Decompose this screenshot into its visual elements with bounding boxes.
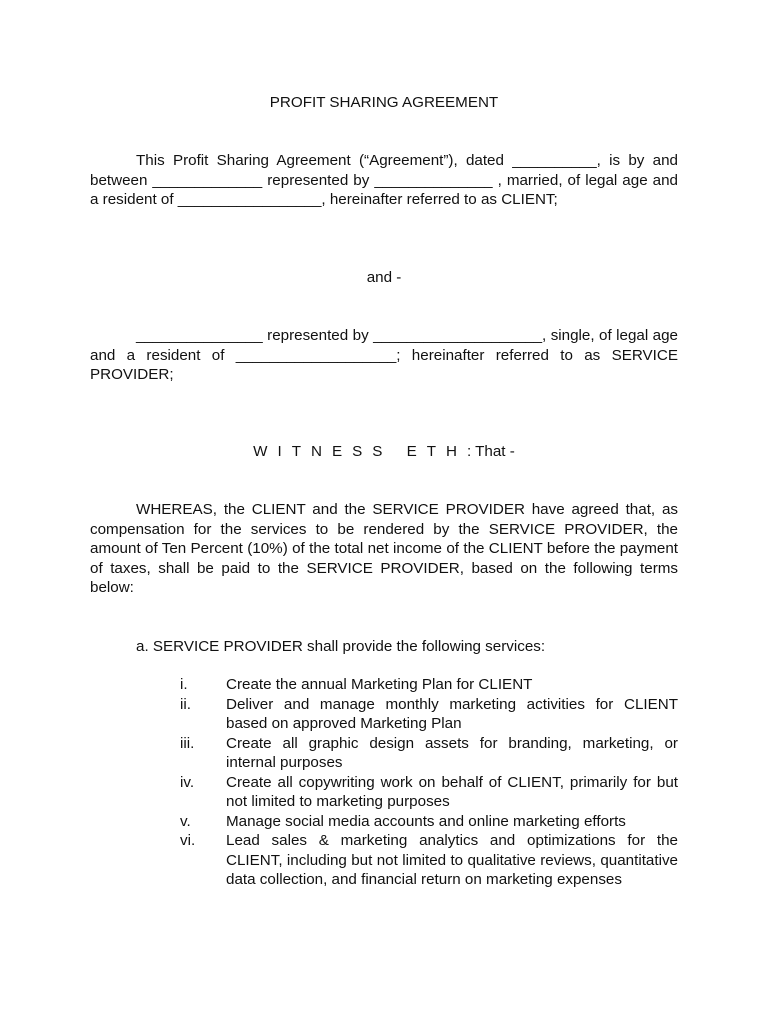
list-item-text: Create all copywriting work on behalf of CLIENT, primarily for but not limited to marketing purposes <box>226 773 678 810</box>
witnesseth-tail-text: : That - <box>466 443 515 460</box>
intro-paragraph <box>90 151 678 210</box>
intro-paragraph-text: This Profit Sharing Agreement (“Agreement”), dated __________, is by and between _____________ represented by ______________ , married, of legal age and a resident of _________________, hereinafter referred to as CLIENT; <box>90 152 678 208</box>
list-item <box>180 675 678 695</box>
services-list <box>180 675 678 890</box>
list-item-text: Lead sales & marketing analytics and optimizations for the CLIENT, including but not limited to qualitative reviews, quantitative data collection, and financial return on marketing expenses <box>226 832 678 888</box>
item-a: a. SERVICE PROVIDER shall provide the following services: <box>136 638 546 655</box>
provider-paragraph-text: _______________ represented by ____________________, single, of legal age and a resident of ___________________; hereinafter referred to as SERVICE PROVIDER; <box>90 327 678 383</box>
list-item <box>180 812 678 832</box>
list-item-number: ii. <box>180 695 191 713</box>
list-item <box>180 695 678 734</box>
list-item-text: Manage social media accounts and online marketing efforts <box>226 812 626 830</box>
provider-paragraph <box>90 326 678 385</box>
list-item-number: iv. <box>180 773 195 791</box>
list-item-text: Deliver and manage monthly marketing activities for CLIENT based on approved Marketing Plan <box>226 695 678 732</box>
list-item-number: iii. <box>180 734 195 752</box>
list-item-text: Create all graphic design assets for branding, marketing, or internal purposes <box>226 734 678 771</box>
list-item-text: Create the annual Marketing Plan for CLIENT <box>226 676 533 693</box>
list-item <box>180 831 678 890</box>
witnesseth-spaced-text: WITNESS ETH <box>253 443 467 460</box>
whereas-paragraph <box>90 500 678 598</box>
document-page <box>90 0 678 1024</box>
list-item-number: v. <box>180 812 191 830</box>
list-item-number: vi. <box>180 832 196 849</box>
list-item <box>180 773 678 812</box>
document-title: PROFIT SHARING AGREEMENT <box>269 94 499 111</box>
list-item-number: i. <box>180 676 188 693</box>
whereas-paragraph-text: WHEREAS, the CLIENT and the SERVICE PROVIDER have agreed that, as compensation for the services to be rendered by the SERVICE PROVIDER, the amount of Ten Percent (10%) of the total net income of the CLIENT before the payment of taxes, shall be paid to the SERVICE PROVIDER, based on the following terms below: <box>90 501 678 596</box>
witnesseth-heading <box>90 442 678 462</box>
list-item <box>180 734 678 773</box>
and-separator: and - <box>366 269 402 286</box>
